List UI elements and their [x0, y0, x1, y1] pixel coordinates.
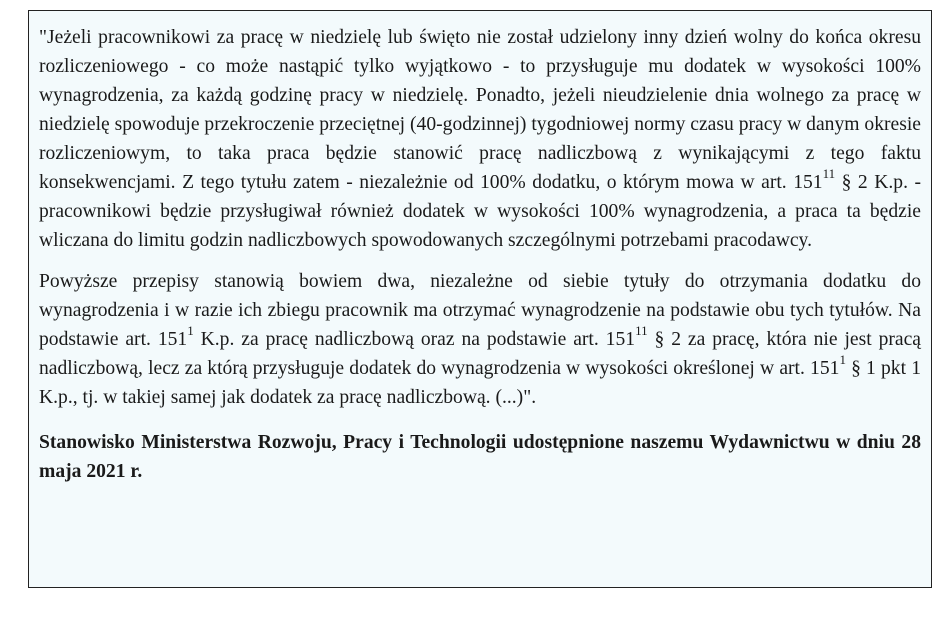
article-superscript: 1: [839, 352, 846, 368]
article-superscript: 11: [822, 166, 836, 182]
quote-text: Powyższe przepisy stanowią bowiem dwa, niezależne od siebie tytuły do otrzymania dodatku do wynagrodzenia i w razie ich zbiegu pracownik ma otrzymać wynagrodzenie na podstawie obu tych tytułów. Na podstawie art. 151: [39, 271, 921, 350]
quote-text: K.p. za pracę nadliczbową oraz na podstawie art. 151: [193, 329, 636, 350]
quote-paragraph-2: [39, 267, 921, 412]
article-superscript: 1: [187, 323, 194, 339]
quote-paragraph-1: [39, 23, 921, 255]
quote-box: [28, 10, 932, 588]
quote-text: § 1 pkt 1 K.p., tj. w takiej samej jak dodatek za pracę nadliczbową. (...)".: [39, 358, 921, 408]
quote-text: § 2 K.p. - pracownikowi będzie przysługiwał również dodatek w wysokości 100% wynagrodzenia, a praca ta będzie wliczana do limitu godzin nadliczbowych spowodowanych szczególnymi potrzebami pracodawcy.: [39, 172, 921, 251]
article-superscript: 11: [635, 323, 648, 339]
quote-text: "Jeżeli pracownikowi za pracę w niedzielę lub święto nie został udzielony inny dzień wolny do końca okresu rozliczeniowego - co może nastąpić tylko wyjątkowo - to przysługuje mu dodatek w wysokości 100% wynagrodzenia, za każdą godzinę pracy w niedzielę. Ponadto, jeżeli nieudzielenie dnia wolnego za pracę w niedzielę spowoduje przekroczenie przeciętnej (40-godzinnej) tygodniowej normy czasu pracy w danym okresie rozliczeniowym, to taka praca będzie stanowić pracę nadliczbową z wynikającymi z tego faktu konsekwencjami. Z tego tytułu zatem - niezależnie od 100% dodatku, o którym mowa w art. 151: [39, 27, 921, 193]
quote-text: § 2 za pracę, która nie jest pracą nadliczbową, lecz za którą przysługuje dodatek do wynagrodzenia w wysokości określonej w art. 151: [39, 329, 921, 379]
quote-source: Stanowisko Ministerstwa Rozwoju, Pracy i Technologii udostępnione naszemu Wydawnictwu w dniu 28 maja 2021 r.: [39, 432, 921, 482]
